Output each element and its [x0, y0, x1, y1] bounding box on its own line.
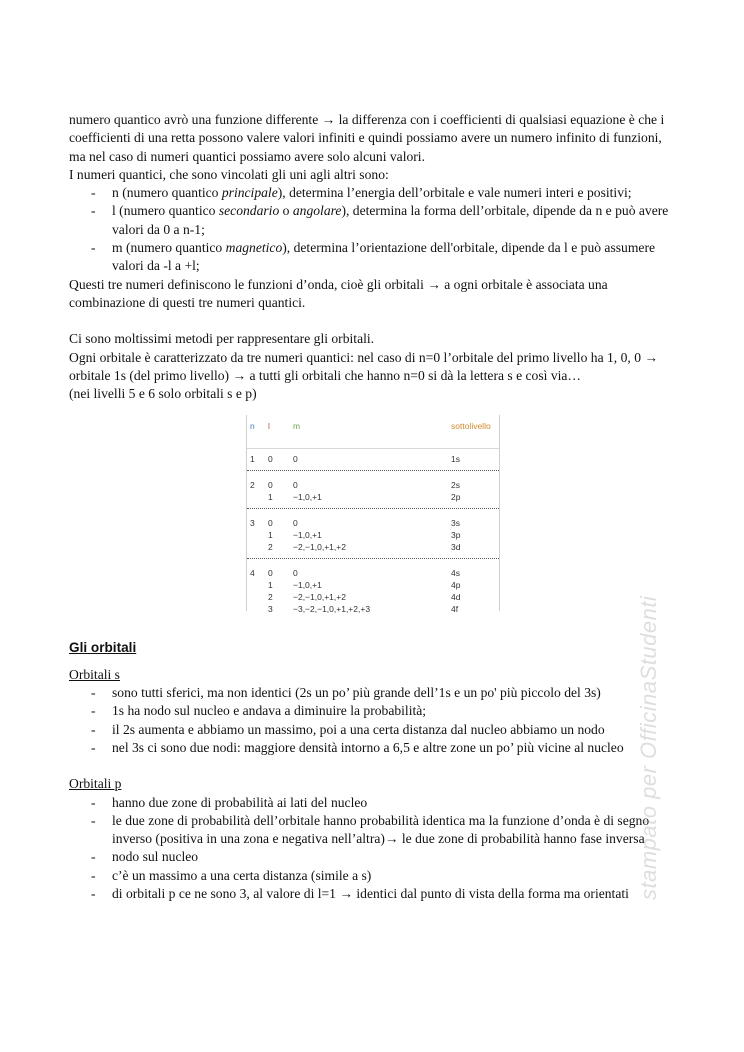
- table-row: [247, 591, 499, 603]
- table-cell-s: 2p: [451, 492, 461, 503]
- methods-line-3: (nei livelli 5 e 6 solo orbitali s e p): [69, 386, 257, 402]
- table-cell-s: 3s: [451, 518, 460, 529]
- table-cell-l: 0: [268, 454, 273, 465]
- table-cell-n: 4: [250, 568, 255, 579]
- table-header-divider: [247, 448, 499, 449]
- list-item: - nodo sul nucleo: [69, 848, 679, 866]
- table-cell-l: 1: [268, 580, 273, 591]
- table-cell-l: 2: [268, 542, 273, 553]
- table-row: [247, 491, 499, 503]
- list-item: - 1s ha nodo sul nucleo e andava a diminuire la probabilità;: [69, 702, 679, 720]
- table-group-divider: [247, 508, 499, 509]
- table-row: [247, 541, 499, 553]
- table-cell-m: 0: [293, 480, 298, 491]
- table-cell-m: 0: [293, 454, 298, 465]
- table-cell-m: −3,−2,−1,0,+1,+2,+3: [293, 604, 371, 615]
- list-item: - il 2s aumenta e abbiamo un massimo, poi a una certa distanza dal nucleo abbiamo un nodo: [69, 721, 679, 739]
- header-sottolivello: sottolivello: [451, 421, 491, 432]
- wavefunction-paragraph: Questi tre numeri definiscono le funzioni d’onda, cioè gli orbitali → a ogni orbitale è associata una combinazione di questi tre numeri quantici.: [69, 276, 608, 310]
- table-cell-n: 3: [250, 518, 255, 529]
- section-title: Gli orbitali: [69, 640, 137, 656]
- list-item: - hanno due zone di probabilità ai lati del nucleo: [69, 794, 679, 812]
- table-cell-l: 1: [268, 530, 273, 541]
- table-cell-s: 4p: [451, 580, 461, 591]
- orbitals-s-list: [69, 684, 679, 757]
- table-cell-m: −2,−1,0,+1,+2: [293, 592, 346, 603]
- intro-lead: I numeri quantici, che sono vincolati gli uni agli altri sono:: [69, 166, 389, 182]
- table-cell-s: 3d: [451, 542, 461, 553]
- watermark: stampato per OfficinaStudenti: [636, 595, 661, 900]
- list-item-n: - n (numero quantico principale), determina l’energia dell’orbitale e vale numeri interi e positivi;: [69, 184, 679, 202]
- table-cell-n: 2: [250, 480, 255, 491]
- table-row: [247, 517, 499, 529]
- table-cell-l: 0: [268, 568, 273, 579]
- table-cell-m: −2,−1,0,+1,+2: [293, 542, 346, 553]
- methods-line-2: Ogni orbitale è caratterizzato da tre numeri quantici: nel caso di n=0 l’orbitale del primo livello ha 1, 0, 0 → orbitale 1s (del primo livello) → a tutti gli orbitali che hanno n=0 si dà la lettera s e così via…: [69, 349, 658, 383]
- list-item: - nel 3s ci sono due nodi: maggiore densità intorno a 6,5 e altre zone un po’ più vicine al nucleo: [69, 739, 679, 757]
- document-page: [69, 111, 679, 903]
- table-cell-s: 2s: [451, 480, 460, 491]
- list-item: - le due zone di probabilità dell’orbitale hanno probabilità identica ma la funzione d’onda è di segno inverso (positiva in una zona e negativa nell’altra)→ le due zone di probabilità hanno fase inversa: [69, 812, 679, 849]
- table-cell-l: 3: [268, 604, 273, 615]
- list-item: - c’è un massimo a una certa distanza (simile a s): [69, 867, 679, 885]
- table-row: [247, 479, 499, 491]
- orbitals-p-list: [69, 794, 679, 904]
- table-cell-l: 1: [268, 492, 273, 503]
- table-cell-s: 4s: [451, 568, 460, 579]
- list-item: - sono tutti sferici, ma non identici (2s un po’ più grande dell’1s e un po' più piccolo del 3s): [69, 684, 679, 702]
- list-item: - di orbitali p ce ne sono 3, al valore di l=1 → identici dal punto di vista della forma ma orientati: [69, 885, 679, 903]
- list-item-m: - m (numero quantico magnetico), determina l’orientazione dell'orbitale, dipende da l e può assumere valori da -l a +l;: [69, 239, 679, 276]
- table-cell-m: −1,0,+1: [293, 530, 322, 541]
- intro-paragraph: numero quantico avrò una funzione differente → la differenza con i coefficienti di qualsiasi equazione è che i coefficienti di una retta possono valere valori infiniti e quindi possiamo avere un numero infinito di funzioni, ma nel caso di numeri quantici possiamo avere solo alcuni valori.: [69, 112, 665, 164]
- table-cell-m: −1,0,+1: [293, 492, 322, 503]
- header-l: l: [268, 421, 270, 432]
- table-cell-l: 0: [268, 518, 273, 529]
- table-cell-m: 0: [293, 518, 298, 529]
- quantum-numbers-table: [246, 415, 500, 615]
- table-cell-s: 4f: [451, 604, 459, 615]
- table-cell-s: 1s: [451, 454, 460, 465]
- table-group-divider: [247, 558, 499, 559]
- header-n: n: [250, 421, 255, 432]
- methods-line-1: Ci sono moltissimi metodi per rappresentare gli orbitali.: [69, 331, 375, 347]
- quantum-numbers-list: [69, 184, 679, 275]
- table-row: [247, 567, 499, 579]
- table-cell-l: 2: [268, 592, 273, 603]
- table-row: [247, 603, 499, 615]
- list-item-l: - l (numero quantico secondario o angolare), determina la forma dell’orbitale, dipende da n e può avere valori da 0 a n-1;: [69, 202, 679, 239]
- table-row: [247, 529, 499, 541]
- table-cell-s: 3p: [451, 530, 461, 541]
- table-cell-s: 4d: [451, 592, 461, 603]
- table-cell-m: −1,0,+1: [293, 580, 322, 591]
- table-row: [247, 453, 499, 465]
- subsection-title-s: Orbitali s: [69, 666, 120, 682]
- table-cell-n: 1: [250, 454, 255, 465]
- table-group-divider: [247, 470, 499, 471]
- header-m: m: [293, 421, 301, 432]
- table-header: [247, 420, 499, 432]
- table-cell-m: 0: [293, 568, 298, 579]
- table-cell-l: 0: [268, 480, 273, 491]
- subsection-title-p: Orbitali p: [69, 776, 122, 792]
- table-row: [247, 579, 499, 591]
